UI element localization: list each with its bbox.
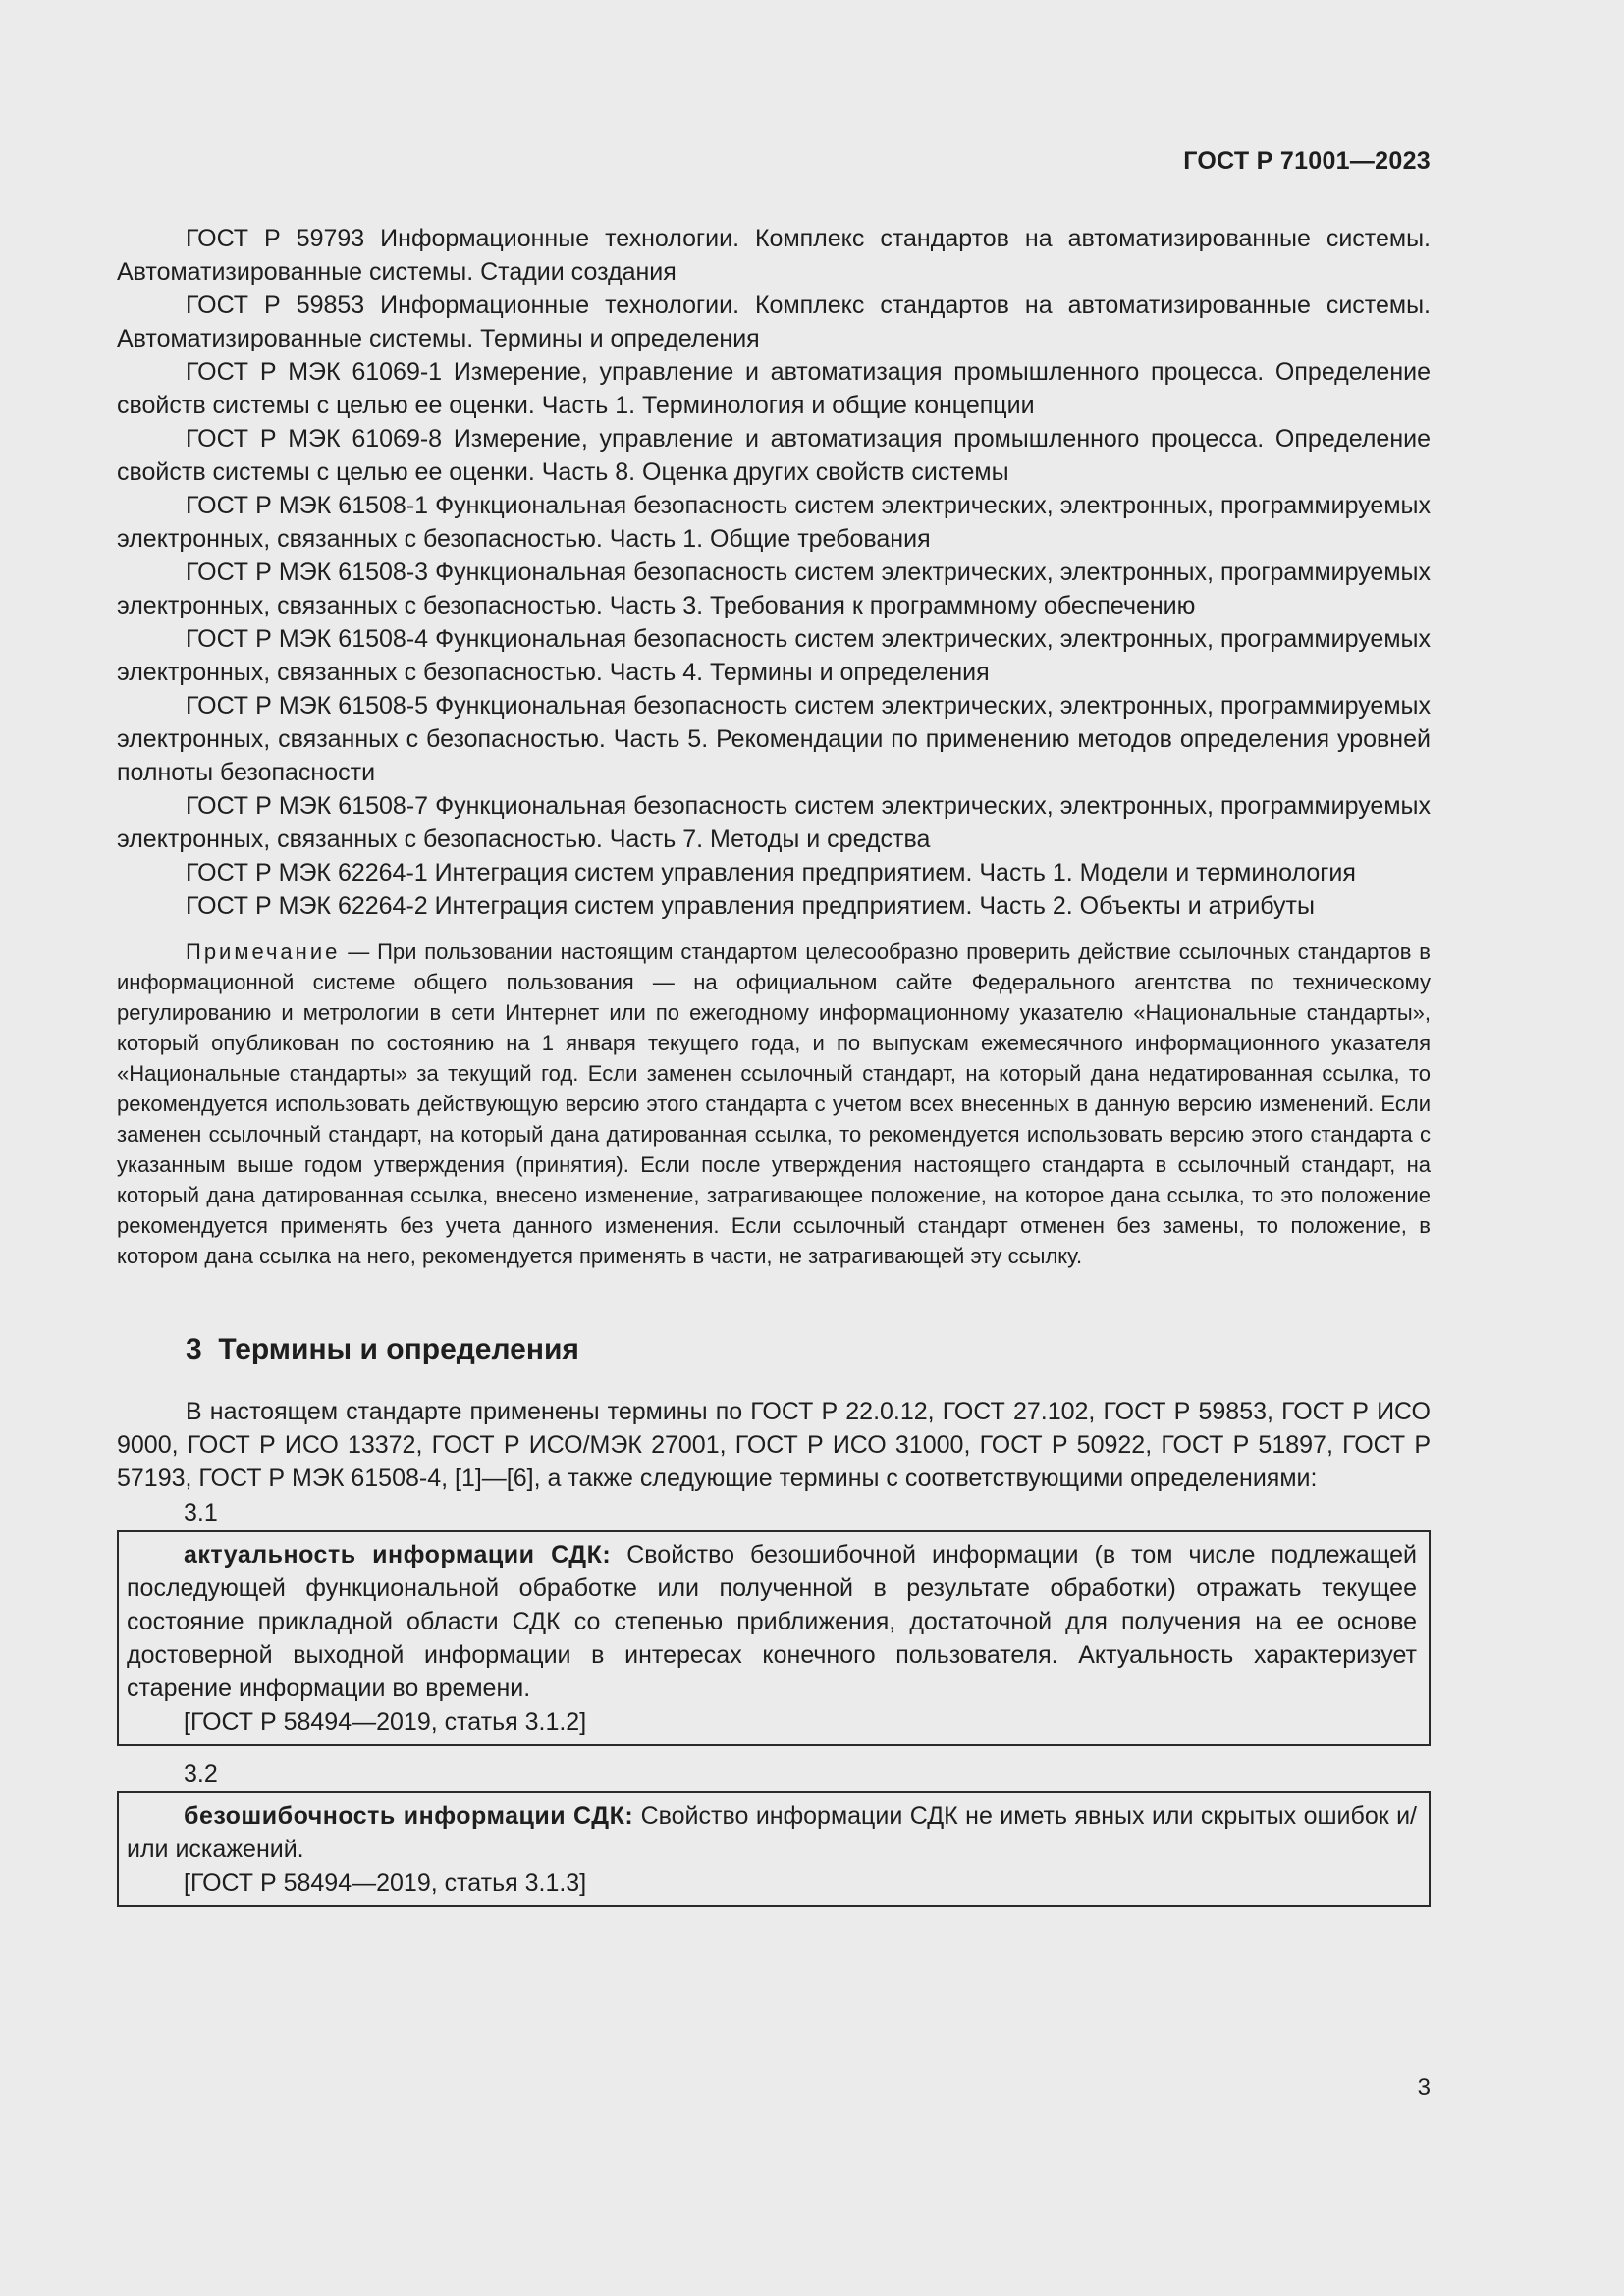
term-name: безошибочность информации СДК:: [184, 1802, 634, 1830]
reference-item: ГОСТ Р МЭК 61508-7 Функциональная безопасность систем электрических, электронных, программируемых электронных, связанных с безопасностью. Часть 7. Методы и средства: [117, 792, 1431, 853]
term-box: [117, 1530, 1431, 1746]
reference-item: ГОСТ Р МЭК 61508-5 Функциональная безопасность систем электрических, электронных, программируемых электронных, связанных с безопасностью. Часть 5. Рекомендации по применению методов определения уровней полноты безопасности: [117, 692, 1431, 786]
reference-item: ГОСТ Р МЭК 62264-1 Интеграция систем управления предприятием. Часть 1. Модели и терминология: [186, 859, 1356, 886]
reference-item: ГОСТ Р МЭК 61508-3 Функциональная безопасность систем электрических, электронных, программируемых электронных, связанных с безопасностью. Часть 3. Требования к программному обеспечению: [117, 559, 1431, 619]
section-number: 3: [186, 1333, 202, 1365]
term-entry: [117, 1495, 1431, 1746]
note-paragraph: [117, 936, 1431, 1271]
note-label: Примечание: [186, 939, 341, 964]
page-content: [117, 222, 1431, 1917]
reference-item: ГОСТ Р МЭК 61069-1 Измерение, управление и автоматизация промышленного процесса. Определение свойств системы с целью ее оценки. Часть 1. Терминология и общие концепции: [117, 358, 1431, 419]
term-name: актуальность информации СДК:: [184, 1541, 612, 1569]
section-intro: В настоящем стандарте применены термины по ГОСТ Р 22.0.12, ГОСТ 27.102, ГОСТ Р 59853, ГОСТ Р ИСО 9000, ГОСТ Р ИСО 13372, ГОСТ Р ИСО/МЭК 27001, ГОСТ Р ИСО 31000, ГОСТ Р 50922, ГОСТ Р 51897, ГОСТ Р 57193, ГОСТ Р МЭК 61508-4, [1]—[6], а также следующие термины с соответствующими определениями:: [117, 1398, 1431, 1492]
reference-item: ГОСТ Р МЭК 61508-4 Функциональная безопасность систем электрических, электронных, программируемых электронных, связанных с безопасностью. Часть 4. Термины и определения: [117, 625, 1431, 686]
term-entry: [117, 1756, 1431, 1907]
reference-item: ГОСТ Р 59793 Информационные технологии. Комплекс стандартов на автоматизированные системы. Автоматизированные системы. Стадии создания: [117, 225, 1431, 286]
document-header: ГОСТ Р 71001—2023: [1183, 147, 1431, 175]
section-title: Термины и определения: [218, 1333, 579, 1365]
term-source: [ГОСТ Р 58494—2019, статья 3.1.2]: [184, 1708, 587, 1735]
reference-item: ГОСТ Р 59853 Информационные технологии. Комплекс стандартов на автоматизированные системы. Автоматизированные системы. Термины и определения: [117, 292, 1431, 352]
term-definition-paragraph: [127, 1538, 1417, 1705]
term-definition: Свойство безошибочной информации (в том числе подлежащей последующей функциональной обработке или полученной в результате обработки) отражать текущее состояние прикладной области СДК со степенью приближения, достаточной для получения на ее основе достоверной выходной информации в интересах конечного пользователя. Актуальность характеризует старение информации во времени.: [127, 1541, 1417, 1702]
term-number: 3.2: [184, 1760, 218, 1788]
term-number: 3.1: [184, 1499, 218, 1526]
reference-item: ГОСТ Р МЭК 61069-8 Измерение, управление и автоматизация промышленного процесса. Определение свойств системы с целью ее оценки. Часть 8. Оценка других свойств системы: [117, 425, 1431, 486]
note-text: — При пользовании настоящим стандартом целесообразно проверить действие ссылочных стандартов в информационной системе общего пользования — на официальном сайте Федерального агентства по техническому регулированию и метрологии в сети Интернет или по ежегодному информационному указателю «Национальные стандарты», который опубликован по состоянию на 1 января текущего года, и по выпускам ежемесячного информационного указателя «Национальные стандарты» за текущий год. Если заменен ссылочный стандарт, на который дана недатированная ссылка, то рекомендуется использовать действующую версию этого стандарта с учетом всех внесенных в данную версию изменений. Если заменен ссылочный стандарт, на который дана датированная ссылка, то рекомендуется использовать версию этого стандарта с указанным выше годом утверждения (принятия). Если после утверждения настоящего стандарта в ссылочный стандарт, на который дана датированная ссылка, внесено изменение, затрагивающее положение, на которое дана ссылка, то это положение рекомендуется применять без учета данного изменения. Если ссылочный стандарт отменен без замены, то положение, в котором дана ссылка на него, рекомендуется применять в части, не затрагивающей эту ссылку.: [117, 939, 1431, 1268]
term-definition: Свойство информации СДК не иметь явных или скрытых ошибок и/или искажений.: [127, 1802, 1417, 1863]
reference-item: ГОСТ Р МЭК 61508-1 Функциональная безопасность систем электрических, электронных, программируемых электронных, связанных с безопасностью. Часть 1. Общие требования: [117, 492, 1431, 553]
term-source: [ГОСТ Р 58494—2019, статья 3.1.3]: [184, 1869, 587, 1896]
reference-list: [117, 222, 1431, 923]
term-definition-paragraph: [127, 1799, 1417, 1866]
reference-item: ГОСТ Р МЭК 62264-2 Интеграция систем управления предприятием. Часть 2. Объекты и атрибуты: [186, 892, 1315, 920]
page-number: 3: [1417, 2074, 1431, 2101]
section-heading: [186, 1330, 1431, 1369]
term-box: [117, 1791, 1431, 1907]
